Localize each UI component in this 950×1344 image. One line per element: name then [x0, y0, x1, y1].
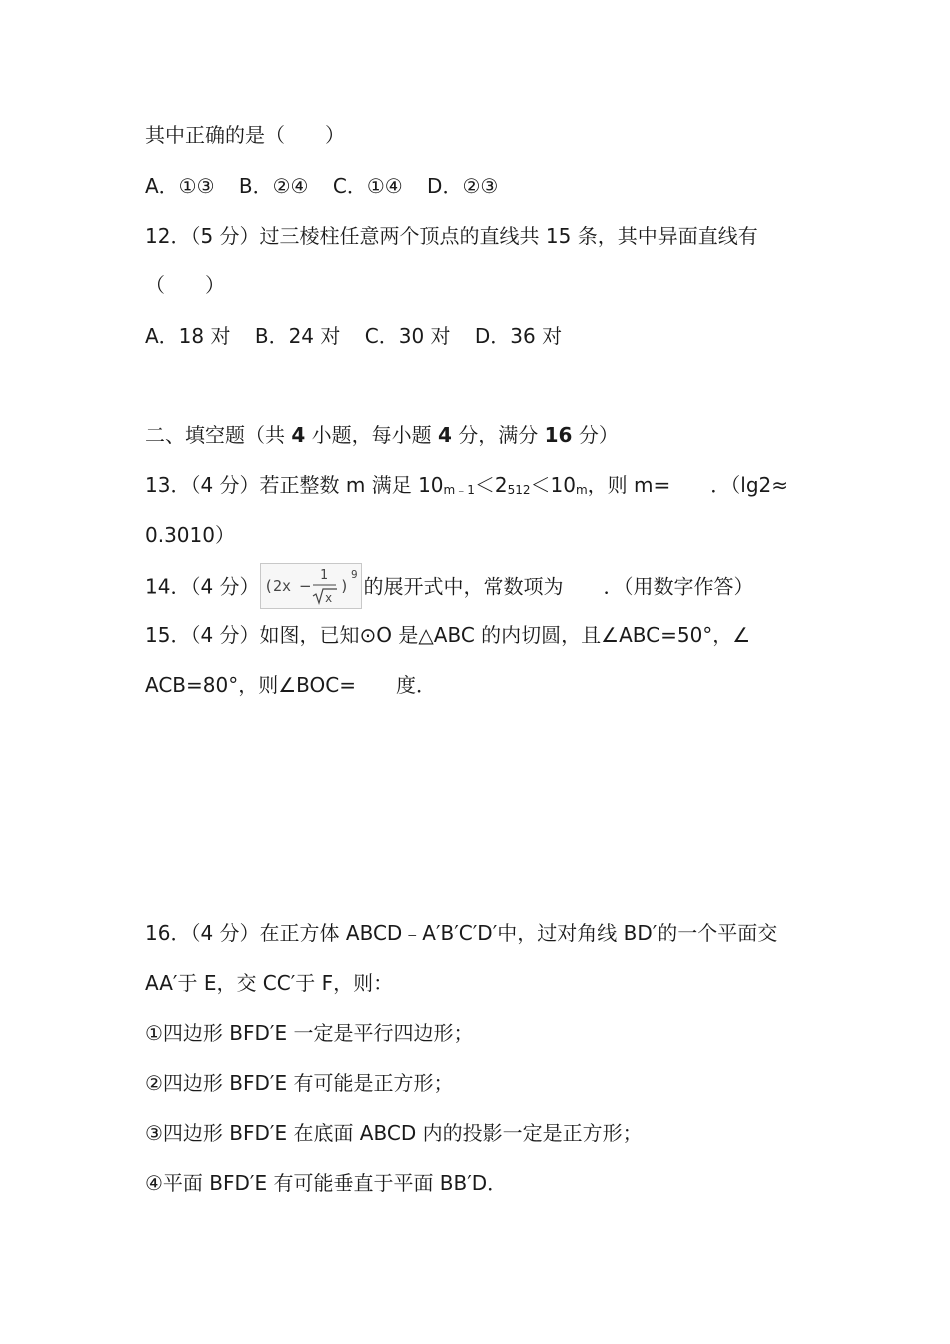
q14-text: 14．（4 分） [145, 574, 260, 599]
q12-answer-paren: （ ） [145, 273, 225, 297]
formula-exponent: 9 [350, 568, 358, 581]
section-total: 16 [544, 423, 573, 447]
option-a[interactable]: A．①③ [145, 174, 215, 198]
section-text: 分，满分 [451, 423, 545, 447]
option-d[interactable]: D．36 对 [474, 324, 563, 348]
q15-stem: 15．（4 分）如图，已知⊙O 是△ABC 的内切圆，且∠ABC=50°，∠ [145, 623, 751, 647]
q16-stem: 16．（4 分）在正方体 ABCD﹣A′B′C′D′中，过对角线 BD′的一个平面交 [145, 921, 778, 945]
section-points-each: 4 [438, 423, 452, 447]
formula-minus: − [298, 577, 312, 595]
q16-statement-2: ②四边形 BFD′E 有可能是正方形； [145, 1071, 454, 1095]
binomial-formula [261, 564, 361, 608]
formula-close: ) [339, 577, 349, 595]
section-heading [145, 422, 619, 448]
q14-stem [145, 565, 754, 611]
q16-statement-1: ①四边形 BFD′E 一定是平行四边形； [145, 1021, 474, 1045]
q13-stem-cont: 0.3010） [145, 523, 235, 547]
section-text: 小题，每小题 [305, 423, 438, 447]
exponent: 512 [507, 483, 531, 497]
exponent: m﹣1 [443, 483, 475, 497]
formula-image [260, 563, 362, 609]
q14-text: 的展开式中，常数项为 ．（用数字作答） [363, 574, 754, 599]
q16-statement-3: ③四边形 BFD′E 在底面 ABCD 内的投影一定是正方形； [145, 1121, 643, 1145]
q12-stem: 12．（5 分）过三棱柱任意两个顶点的直线共 15 条，其中异面直线有 [145, 224, 758, 248]
option-c[interactable]: C．30 对 [364, 324, 451, 348]
q11-options [145, 173, 498, 199]
formula-lead: (2x [263, 577, 291, 595]
option-b[interactable]: B．24 对 [254, 324, 341, 348]
q16-stem-cont: AA′于 E，交 CC′于 F，则： [145, 971, 394, 995]
q12-options [145, 323, 562, 349]
q13-stem [145, 472, 788, 503]
option-c[interactable]: C．①④ [332, 174, 403, 198]
option-d[interactable]: D．②③ [427, 174, 499, 198]
q13-text: ＜10 [530, 473, 576, 497]
section-text: 二、填空题（共 [145, 423, 292, 447]
q16-statement-4: ④平面 BFD′E 有可能垂直于平面 BB′D． [145, 1171, 508, 1195]
q13-text: 13．（4 分）若正整数 m 满足 10 [145, 473, 444, 497]
exponent: m [575, 483, 588, 497]
section-text: 分） [572, 423, 619, 447]
section-count: 4 [291, 423, 306, 447]
q13-text: ，则 m= ．（lg2≈ [587, 473, 789, 497]
formula-radicand: x [324, 591, 332, 605]
q13-text: ＜2 [474, 473, 508, 497]
formula-numerator: 1 [319, 568, 328, 583]
option-a[interactable]: A．18 对 [145, 324, 231, 348]
q15-stem-cont: ACB=80°，则∠BOC= 度． [145, 673, 436, 697]
q11-stem-end: 其中正确的是（ ） [145, 123, 345, 147]
option-b[interactable]: B．②④ [238, 174, 309, 198]
